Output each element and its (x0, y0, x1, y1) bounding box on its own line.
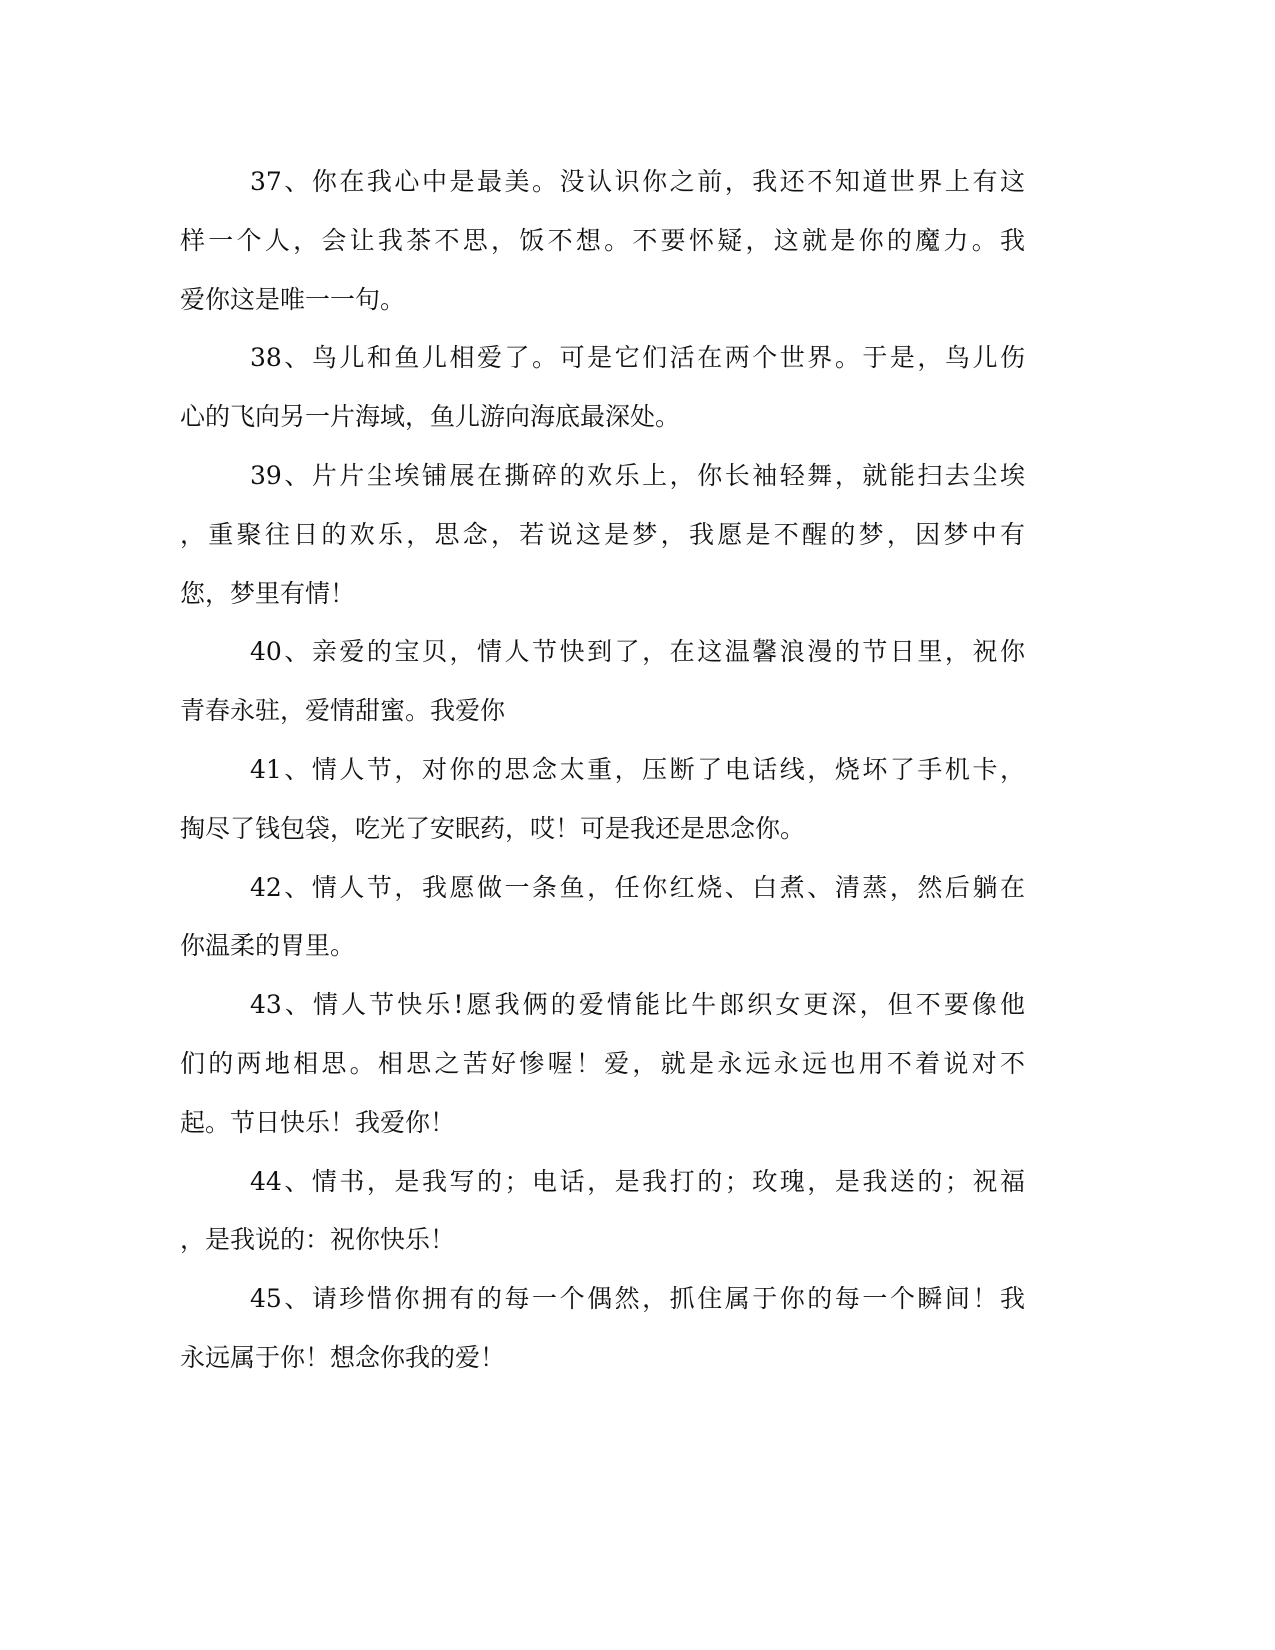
text-line: 永远属于你！想念你我的爱！ (180, 1343, 506, 1372)
text-line: 你温柔的胃里。 (180, 931, 356, 960)
text-line: 心的飞向另一片海域，鱼儿游向海底最深处。 (180, 402, 681, 431)
text-line: ，重聚往日的欢乐，思念，若说这是梦，我愿是不醒的梦，因梦中有 (180, 520, 1025, 549)
text-line: 44、情书，是我写的；电话，是我打的；玫瑰，是我送的；祝福 (250, 1167, 1025, 1196)
text-line: 37、你在我心中是最美。没认识你之前，我还不知道世界上有这 (250, 167, 1025, 196)
text-line: 39、片片尘埃铺展在撕碎的欢乐上，你长袖轻舞，就能扫去尘埃 (250, 461, 1025, 490)
text-line: 41、情人节，对你的思念太重，压断了电话线，烧坏了手机卡， (250, 755, 1025, 784)
text-line: 们的两地相思。相思之苦好惨喔！爱，就是永远永远也用不着说对不 (180, 1049, 1025, 1078)
text-line: 起。节日快乐！我爱你！ (180, 1108, 456, 1137)
text-line: 38、鸟儿和鱼儿相爱了。可是它们活在两个世界。于是，鸟儿伤 (250, 343, 1025, 372)
text-line: 40、亲爱的宝贝，情人节快到了，在这温馨浪漫的节日里，祝你 (250, 637, 1025, 666)
text-line: 掏尽了钱包袋，吃光了安眠药，哎！可是我还是思念你。 (180, 814, 806, 843)
text-line: 42、情人节，我愿做一条鱼，任你红烧、白煮、清蒸，然后躺在 (250, 873, 1025, 902)
text-line: 爱你这是唯一一句。 (180, 285, 406, 314)
text-line: ，是我说的：祝你快乐！ (180, 1225, 456, 1254)
text-line: 45、请珍惜你拥有的每一个偶然，抓住属于你的每一个瞬间！我 (250, 1284, 1025, 1313)
text-line: 青春永驻，爱情甜蜜。我爱你 (180, 696, 506, 725)
text-line: 43、情人节快乐!愿我俩的爱情能比牛郎织女更深，但不要像他 (250, 990, 1025, 1019)
text-line: 样一个人，会让我茶不思，饭不想。不要怀疑，这就是你的魔力。我 (180, 226, 1025, 255)
text-line: 您，梦里有情！ (180, 579, 356, 608)
